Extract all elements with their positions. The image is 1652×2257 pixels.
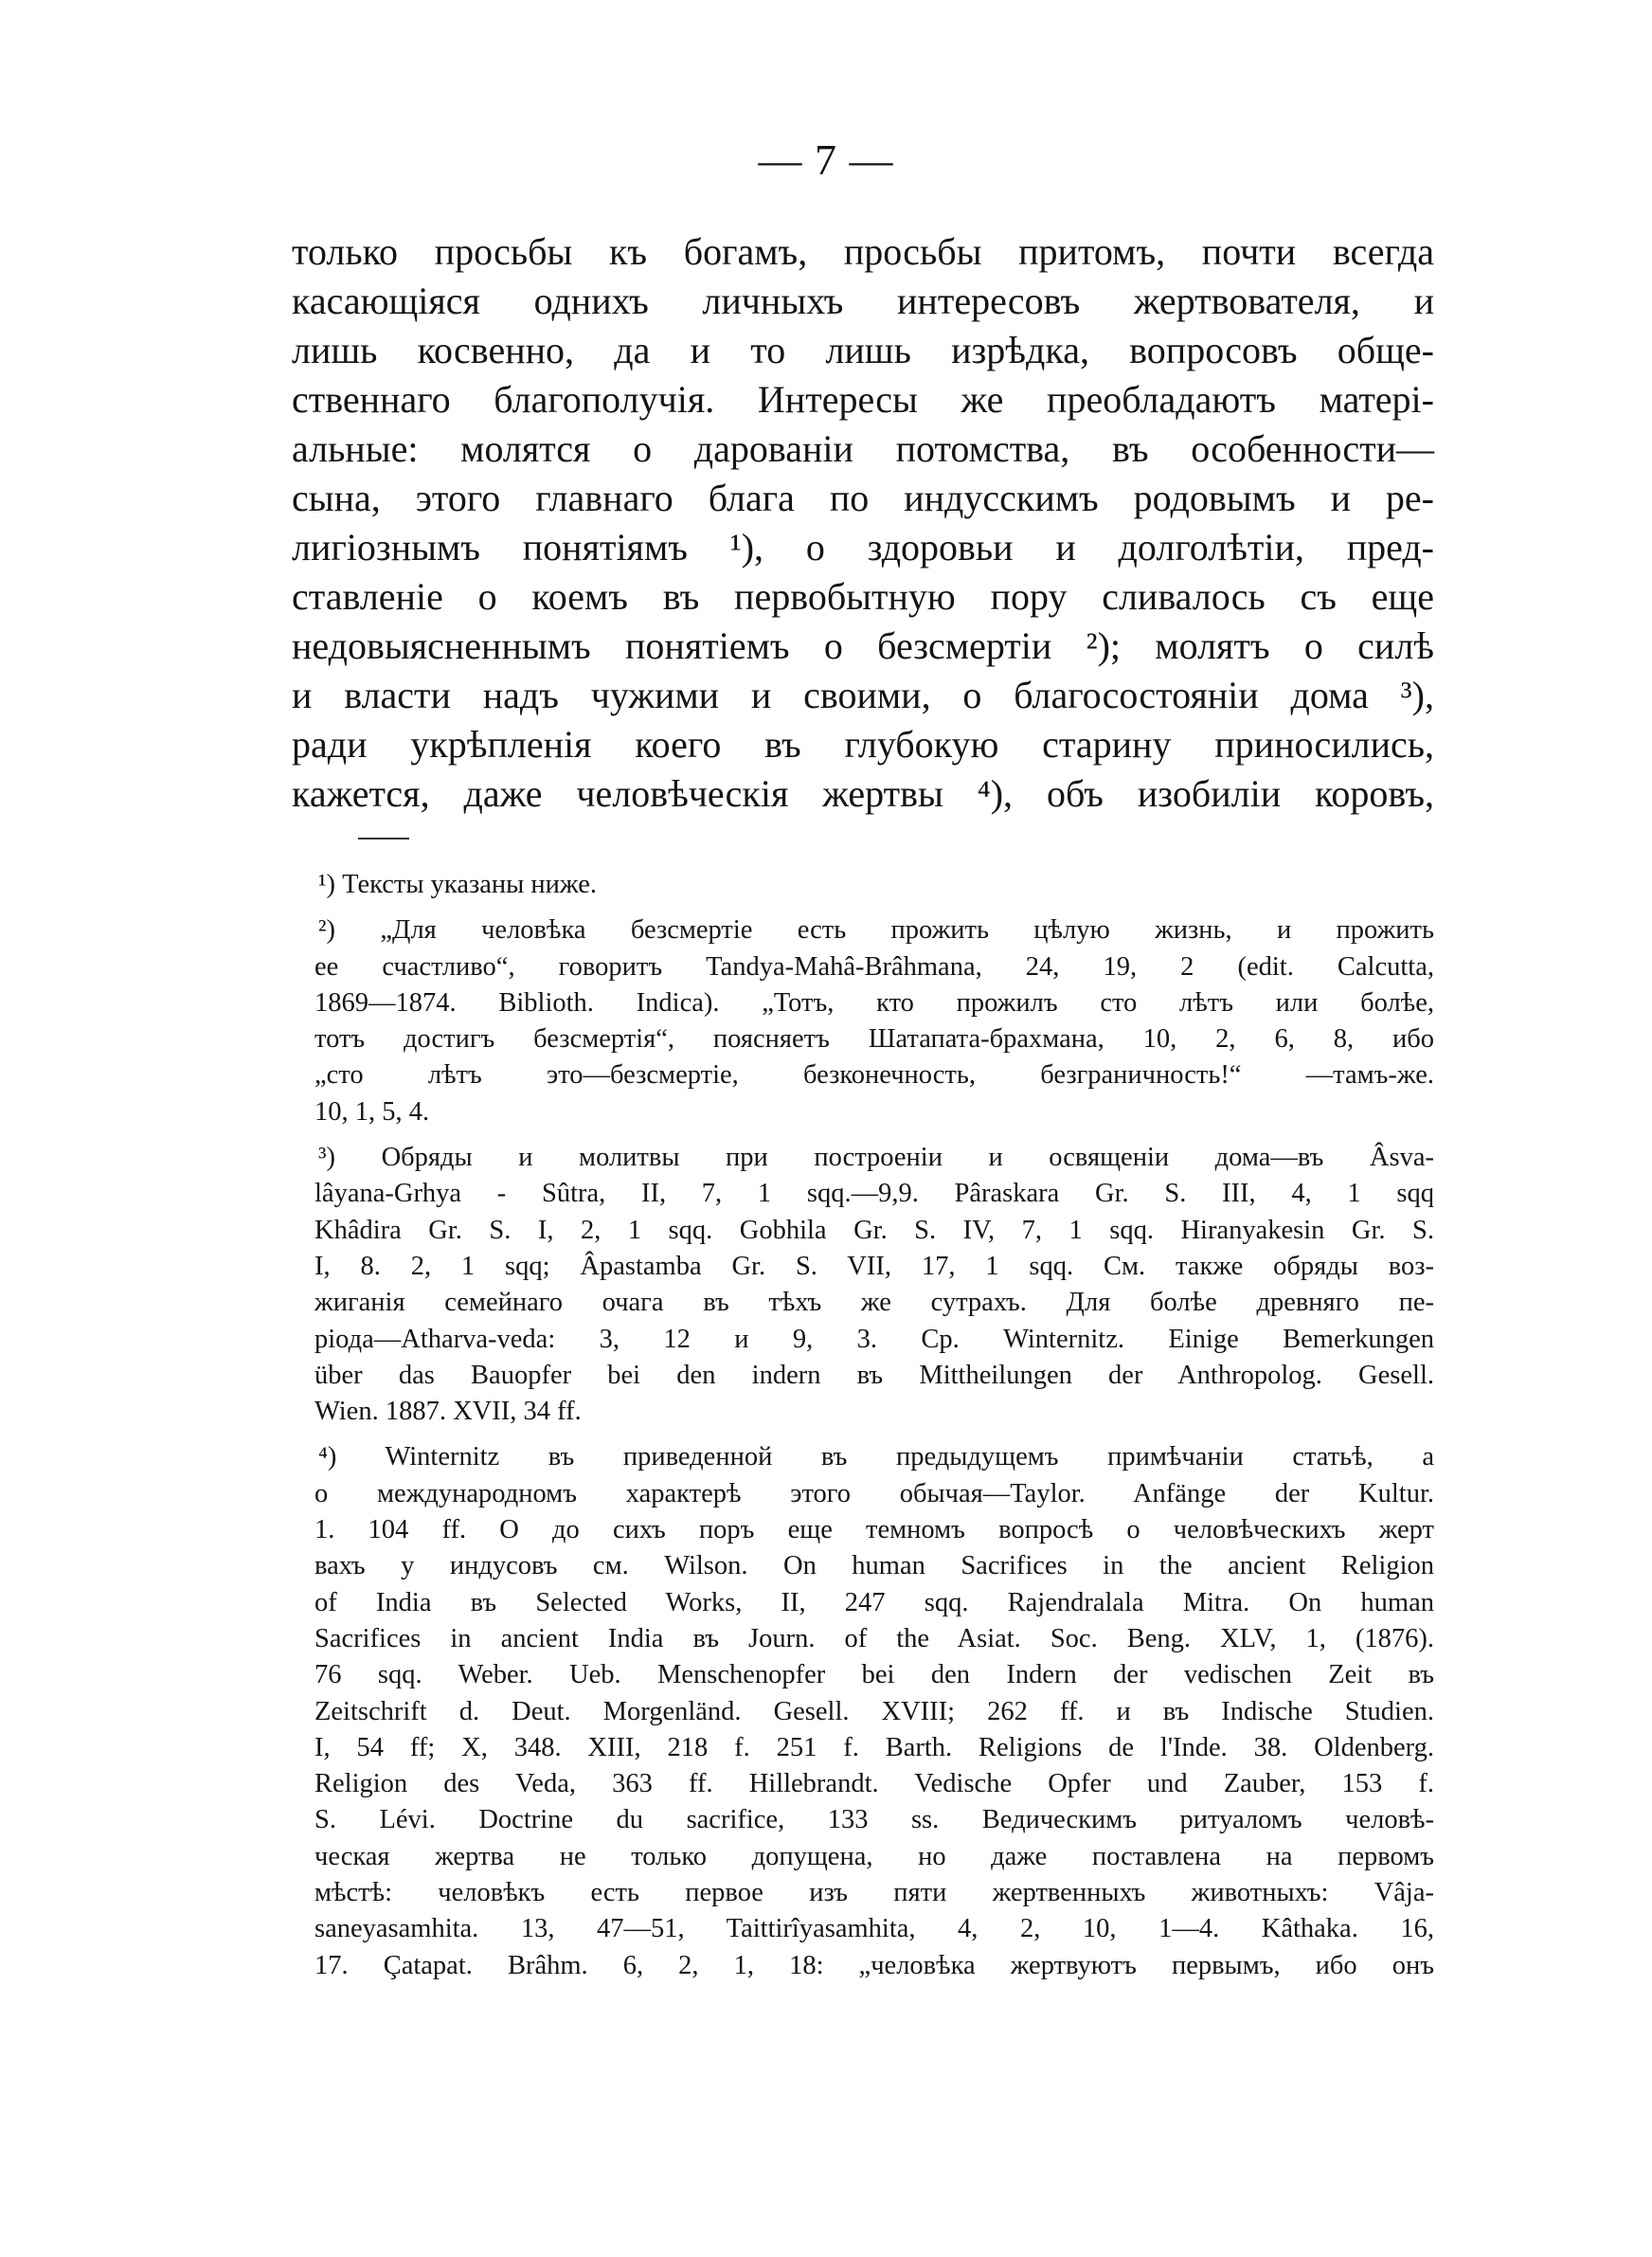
footnote-line: жиганія семейнаго очага въ тѣхъ же сутрахъ. Для болѣе древняго пе- [314,1288,1434,1318]
text-line: альные: молятся о дарованіи потомства, въ особенности— [292,427,1434,470]
footnote-line: lâyana-Grhya - Sûtra, II, 7, 1 sqq.—9,9. Pâraskara Gr. S. III, 4, 1 sqq [314,1179,1434,1209]
text-line: ственнаго благополучія. Интересы же преобладаютъ матері- [292,378,1434,421]
footnote-line: 76 sqq. Weber. Ueb. Menschenopfer bei den Indern der vedischen Zeit въ [314,1660,1434,1690]
text-line: сына, этого главнаго блага по индусскимъ родовымъ и ре- [292,477,1434,519]
footnote-line: Religion des Veda, 363 ff. Hillebrandt. Vedische Opfer und Zauber, 153 f. [314,1769,1434,1799]
footnote-line: ее счастливо“, говоритъ Tandya-Mahâ-Brâhmana, 24, 19, 2 (edit. Calcutta, [314,951,1434,982]
footnote-line: 10, 1, 5, 4. [314,1096,430,1127]
footnote-line: Zeitschrift d. Deut. Morgenländ. Gesell. XVIII; 262 ff. и въ Indische Studien. [314,1696,1434,1726]
footnote-1 [314,867,1434,903]
main-text-block [292,227,1434,819]
text-line: только просьбы къ богамъ, просьбы притомъ, почти всегда [292,230,1434,273]
footnote-line: I, 54 ff; X, 348. XIII, 218 f. 251 f. Barth. Religions de l'Inde. 38. Oldenberg. [314,1732,1434,1762]
footnote-line: of India въ Selected Works, II, 247 sqq. Rajendralala Mitra. On human [314,1587,1434,1617]
footnote-line: ¹) Тексты указаны ниже. [318,870,597,899]
footnote-line: мѣстѣ: человѣкъ есть первое изъ пяти жертвенныхъ животныхъ: Vâja- [314,1878,1434,1908]
footnote-line: I, 8. 2, 1 sqq; Âpastamba Gr. S. VII, 17, 1 sqq. См. также обряды воз- [314,1251,1434,1281]
text-line: недовыясненнымъ понятіемъ о безсмертіи ²); молятъ о силѣ [292,624,1434,667]
footnote-line: вахъ у индусовъ см. Wilson. On human Sacrifices in the ancient Religion [314,1551,1434,1581]
footnote-line: Khâdira Gr. S. I, 2, 1 sqq. Gobhila Gr. S. IV, 7, 1 sqq. Hiranyakesin Gr. S. [314,1215,1434,1245]
footnote-line: „сто лѣтъ это—безсмертіе, безконечность, безграничность!“ —тамъ-же. [314,1060,1434,1091]
text-line: ставленіе о коемъ въ первобытную пору сливалось съ еще [292,575,1434,618]
footnote-separator [358,838,409,840]
text-line: лигіознымъ понятіямъ ¹), о здоровьи и долголѣтіи, пред- [292,526,1434,569]
page-number: — 7 — [758,135,894,184]
footnote-3 [314,1140,1434,1430]
footnote-line: Sacrifices in ancient India въ Journ. of the Asiat. Soc. Beng. XLV, 1, (1876). [314,1623,1434,1653]
footnote-line: S. Lévi. Doctrine du sacrifice, 133 ss. Ведическимъ ритуаломъ человѣ- [314,1805,1434,1835]
text-line: ради укрѣпленія коего въ глубокую старину приносились, [292,723,1434,766]
footnote-line: ⁴) Winternitz въ приведенной въ предыдущемъ примѣчаніи статьѣ, а [318,1442,1434,1472]
footnote-line: ³) Обряды и молитвы при построеніи и освященіи дома—въ Âsva- [318,1143,1434,1173]
footnote-4 [314,1439,1434,1983]
footnote-line: saneyasamhita. 13, 47—51, Taittirîyasamhita, 4, 2, 10, 1—4. Kâthaka. 16, [314,1914,1434,1944]
footnote-line: ріода—Atharva-veda: 3, 12 и 9, 3. Ср. Winternitz. Einige Bemerkungen [314,1324,1434,1354]
footnote-line: о международномъ характерѣ этого обычая—Taylor. Anfänge der Kultur. [314,1478,1434,1508]
footnote-line: über das Bauopfer bei den indern въ Mittheilungen der Anthropolog. Gesell. [314,1360,1434,1390]
footnote-2 [314,912,1434,1130]
text-line: лишь косвенно, да и то лишь изрѣдка, вопросовъ обще- [292,329,1434,371]
footnote-line: 1. 104 ff. О до сихъ поръ еще темномъ вопросѣ о человѣческихъ жерт [314,1515,1434,1545]
footnote-line: ²) „Для человѣка безсмертіе есть прожить цѣлую жизнь, и прожить [318,915,1434,946]
footnote-line: 17. Çatapat. Brâhm. 6, 2, 1, 18: „человѣка жертвуютъ первымъ, ибо онъ [314,1950,1434,1980]
footnote-line: Wien. 1887. XVII, 34 ff. [314,1397,582,1427]
text-line: касающіяся однихъ личныхъ интересовъ жертвователя, и [292,280,1434,322]
footnotes [314,867,1434,1994]
text-line: и власти надъ чужими и своими, о благосостояніи дома ³), [292,674,1434,716]
footnote-line: 1869—1874. Biblioth. Indica). „Тотъ, кто прожилъ сто лѣтъ или болѣе, [314,987,1434,1018]
text-line: кажется, даже человѣческія жертвы ⁴), объ изобиліи коровъ, [292,772,1434,815]
footnote-line: ческая жертва не только допущена, но даже поставлена на первомъ [314,1841,1434,1871]
footnote-line: тотъ достигъ безсмертія“, поясняетъ Шатапата-брахмана, 10, 2, 6, 8, ибо [314,1024,1434,1055]
